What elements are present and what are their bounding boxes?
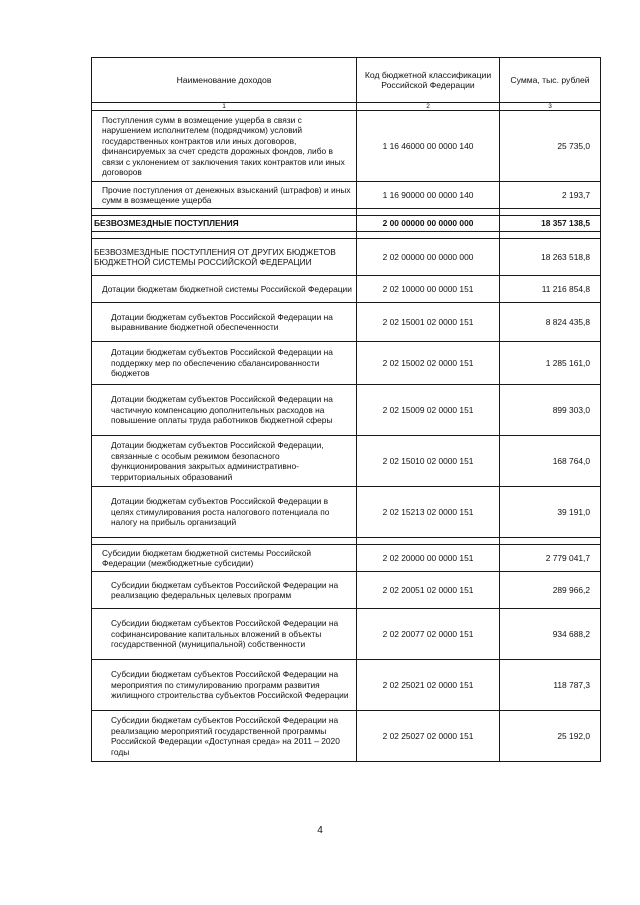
income-name-cell: Дотации бюджетам субъектов Российской Федерации на поддержку мер по обеспечению сбалансированности бюджетов xyxy=(92,342,357,385)
income-name-cell: Субсидии бюджетам субъектов Российской Федерации на софинансирование капитальных вложений в объекты государственной (муниципальной) собственности xyxy=(92,609,357,660)
sum-cell: 899 303,0 xyxy=(500,385,601,436)
sum-cell: 1 285 161,0 xyxy=(500,342,601,385)
table-row xyxy=(92,545,601,572)
table-row xyxy=(92,111,601,182)
column-number: 1 xyxy=(92,103,357,111)
table-row xyxy=(92,436,601,487)
sum-cell: 39 191,0 xyxy=(500,487,601,538)
empty-cell xyxy=(92,232,357,239)
header-budget-code: Код бюджетной классификации Российской Федерации xyxy=(357,58,500,103)
table-row xyxy=(92,216,601,232)
empty-cell xyxy=(357,538,500,545)
empty-cell xyxy=(92,209,357,216)
table-row xyxy=(92,276,601,303)
income-name-cell: БЕЗВОЗМЕЗДНЫЕ ПОСТУПЛЕНИЯ xyxy=(92,216,357,232)
column-number: 3 xyxy=(500,103,601,111)
empty-cell xyxy=(92,538,357,545)
empty-cell xyxy=(500,538,601,545)
table-row xyxy=(92,385,601,436)
table-row xyxy=(92,342,601,385)
budget-code-cell: 2 02 00000 00 0000 000 xyxy=(357,239,500,276)
budget-code-cell: 2 02 25021 02 0000 151 xyxy=(357,660,500,711)
empty-cell xyxy=(500,209,601,216)
table-body xyxy=(92,58,601,762)
income-name-cell: Субсидии бюджетам субъектов Российской Федерации на реализацию федеральных целевых программ xyxy=(92,572,357,609)
sum-cell: 25 192,0 xyxy=(500,711,601,762)
budget-code-cell: 2 02 20051 02 0000 151 xyxy=(357,572,500,609)
sum-cell: 8 824 435,8 xyxy=(500,303,601,342)
income-name-cell: Прочие поступления от денежных взысканий (штрафов) и иных сумм в возмещение ущерба xyxy=(92,182,357,209)
sum-cell: 25 735,0 xyxy=(500,111,601,182)
table-row xyxy=(92,239,601,276)
income-name-cell: Дотации бюджетам субъектов Российской Федерации на частичную компенсацию дополнительных расходов на повышение оплаты труда работников бюджетной сферы xyxy=(92,385,357,436)
income-name-cell: Поступления сумм в возмещение ущерба в связи с нарушением исполнителем (подрядчиком) условий государственных контрактов или иных договоров, финансируемых за счет средств дорожных фондов, либо в связи с уклонением от заключения таких контрактов или иных договоров xyxy=(92,111,357,182)
header-sum: Сумма, тыс. рублей xyxy=(500,58,601,103)
table-row xyxy=(92,572,601,609)
income-name-cell: БЕЗВОЗМЕЗДНЫЕ ПОСТУПЛЕНИЯ ОТ ДРУГИХ БЮДЖЕТОВ БЮДЖЕТНОЙ СИСТЕМЫ РОССИЙСКОЙ ФЕДЕРАЦИИ xyxy=(92,239,357,276)
column-number-row xyxy=(92,103,601,111)
header-income-name: Наименование доходов xyxy=(92,58,357,103)
income-name-cell: Субсидии бюджетам субъектов Российской Федерации на мероприятия по стимулированию программ развития жилищного строительства субъектов Российской Федерации xyxy=(92,660,357,711)
sum-cell: 11 216 854,8 xyxy=(500,276,601,303)
spacer-row xyxy=(92,232,601,239)
sum-cell: 289 966,2 xyxy=(500,572,601,609)
spacer-row xyxy=(92,538,601,545)
table-row xyxy=(92,303,601,342)
budget-code-cell: 2 02 25027 02 0000 151 xyxy=(357,711,500,762)
budget-code-cell: 2 02 10000 00 0000 151 xyxy=(357,276,500,303)
sum-cell: 18 357 138,5 xyxy=(500,216,601,232)
table-header-row xyxy=(92,58,601,103)
empty-cell xyxy=(357,209,500,216)
spacer-row xyxy=(92,209,601,216)
table-row xyxy=(92,609,601,660)
budget-income-table xyxy=(91,57,601,762)
income-name-cell: Субсидии бюджетам субъектов Российской Федерации на реализацию мероприятий государственной программы Российской Федерации «Доступная среда» на 2011 – 2020 годы xyxy=(92,711,357,762)
page-number: 4 xyxy=(317,825,323,836)
table-row xyxy=(92,711,601,762)
budget-code-cell: 2 02 15009 02 0000 151 xyxy=(357,385,500,436)
sum-cell: 2 193,7 xyxy=(500,182,601,209)
income-name-cell: Дотации бюджетам субъектов Российской Федерации в целях стимулирования роста налогового потенциала по налогу на прибыль организаций xyxy=(92,487,357,538)
budget-code-cell: 2 02 15010 02 0000 151 xyxy=(357,436,500,487)
sum-cell: 18 263 518,8 xyxy=(500,239,601,276)
income-name-cell: Дотации бюджетам субъектов Российской Федерации, связанные с особым режимом безопасного функционирования закрытых административно-территориальных образований xyxy=(92,436,357,487)
table-row xyxy=(92,487,601,538)
empty-cell xyxy=(500,232,601,239)
column-number: 2 xyxy=(357,103,500,111)
budget-code-cell: 2 02 20077 02 0000 151 xyxy=(357,609,500,660)
income-name-cell: Дотации бюджетам субъектов Российской Федерации на выравнивание бюджетной обеспеченности xyxy=(92,303,357,342)
budget-code-cell: 2 02 20000 00 0000 151 xyxy=(357,545,500,572)
empty-cell xyxy=(357,232,500,239)
budget-code-cell: 1 16 46000 00 0000 140 xyxy=(357,111,500,182)
sum-cell: 118 787,3 xyxy=(500,660,601,711)
budget-code-cell: 2 02 15001 02 0000 151 xyxy=(357,303,500,342)
income-name-cell: Дотации бюджетам бюджетной системы Российской Федерации xyxy=(92,276,357,303)
budget-code-cell: 2 02 15213 02 0000 151 xyxy=(357,487,500,538)
income-name-cell: Субсидии бюджетам бюджетной системы Российской Федерации (межбюджетные субсидии) xyxy=(92,545,357,572)
budget-code-cell: 2 00 00000 00 0000 000 xyxy=(357,216,500,232)
budget-code-cell: 2 02 15002 02 0000 151 xyxy=(357,342,500,385)
table-row xyxy=(92,182,601,209)
sum-cell: 168 764,0 xyxy=(500,436,601,487)
sum-cell: 2 779 041,7 xyxy=(500,545,601,572)
sum-cell: 934 688,2 xyxy=(500,609,601,660)
budget-code-cell: 1 16 90000 00 0000 140 xyxy=(357,182,500,209)
table-row xyxy=(92,660,601,711)
